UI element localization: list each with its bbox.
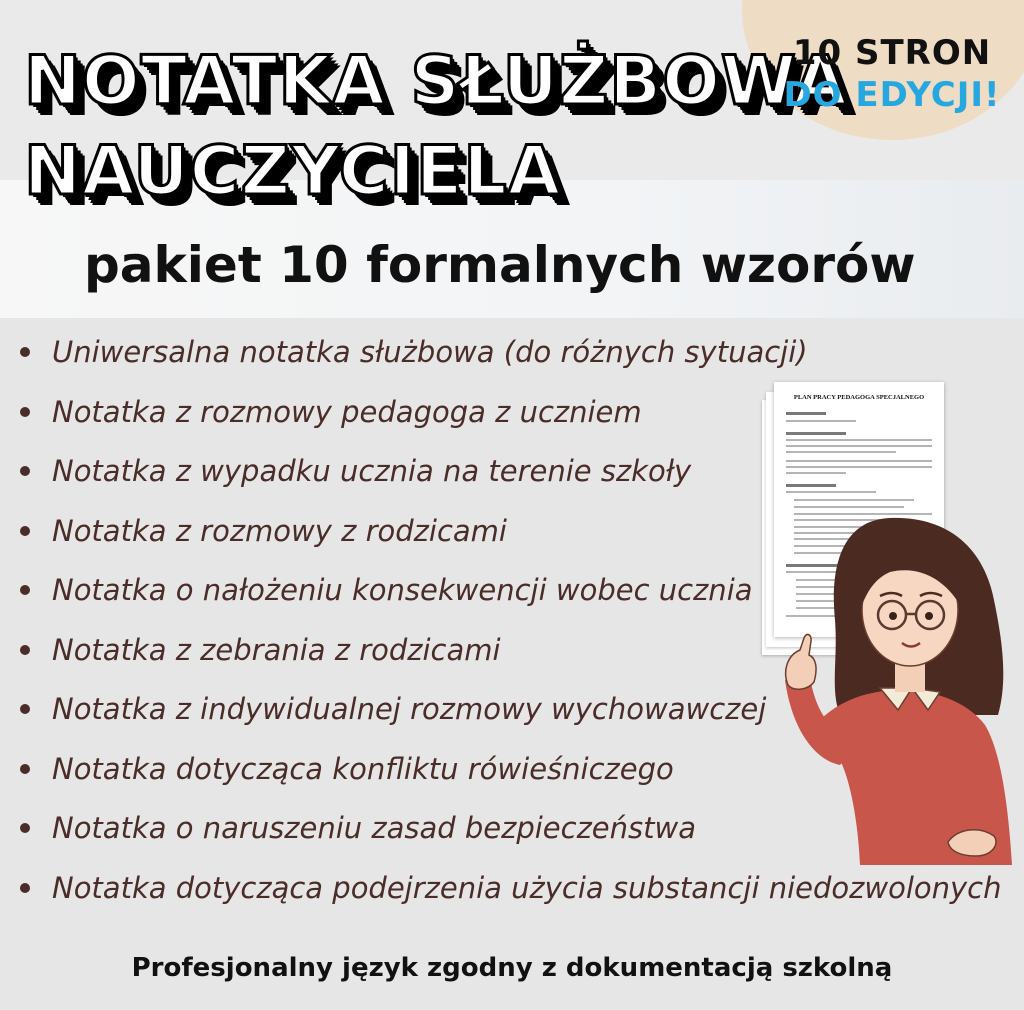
footer-tagline: Profesjonalny język zgodny z dokumentacją szkolną [131,953,893,983]
document-text-line [786,439,932,441]
document-text-line [794,499,914,501]
pointing-hand [786,634,816,689]
eye-right [925,612,933,620]
teacher-illustration [780,510,1024,865]
document-text-line [786,491,876,493]
eye-left [889,612,897,620]
bullet-icon [20,585,30,595]
document-text-line [786,466,932,468]
list-item [0,866,1024,926]
bullet-icon [20,466,30,476]
list-item-label: Notatka o naruszeniu zasad bezpieczeństwa [52,811,696,845]
bullet-icon [20,764,30,774]
document-text-line [786,432,846,435]
document-text-line [786,412,826,415]
document-text-line [786,445,932,447]
document-text-line [786,484,836,487]
bullet-icon [20,883,30,893]
document-text-line [786,451,896,453]
badge-pages: 10 STRON [792,33,992,73]
bullet-icon [20,704,30,714]
list-item-label: Notatka dotycząca podejrzenia użycia substancji niedozwolonych [52,870,1002,905]
bullet-icon [20,347,30,357]
list-item-label: Notatka o nałożeniu konsekwencji wobec ucznia [52,573,753,607]
bullet-icon [20,526,30,536]
list-item-label: Notatka z indywidualnej rozmowy wychowawczej [52,692,767,726]
list-item [0,330,1024,390]
list-item-label: Notatka z rozmowy pedagoga z uczniem [52,394,642,429]
bullet-icon [20,823,30,833]
list-item-label: Notatka z wypadku ucznia na terenie szkoły [52,454,692,488]
bullet-icon [20,407,30,417]
bullet-icon [20,645,30,655]
list-item-label: Notatka dotycząca konfliktu rówieśniczego [52,751,674,786]
subtitle: pakiet 10 formalnych wzorów [84,236,916,294]
document-text-line [786,460,932,462]
title-line-2: NAUCZYCIELA [24,132,562,211]
badge-editable: DO EDYCJI! [783,75,1001,115]
document-text-line [786,420,856,422]
document-text-line [794,506,904,508]
list-item-label: Notatka z zebrania z rodzicami [52,632,501,667]
title-line-1: NOTATKA SŁUŻBOWA [24,42,848,121]
document-title: PLAN PRACY PEDAGOGA SPECJALNEGO [793,394,925,401]
document-text-line [786,472,846,474]
list-item-label: Uniwersalna notatka służbowa (do różnych sytuacji) [52,335,808,369]
list-item-label: Notatka z rozmowy z rodzicami [52,513,507,548]
